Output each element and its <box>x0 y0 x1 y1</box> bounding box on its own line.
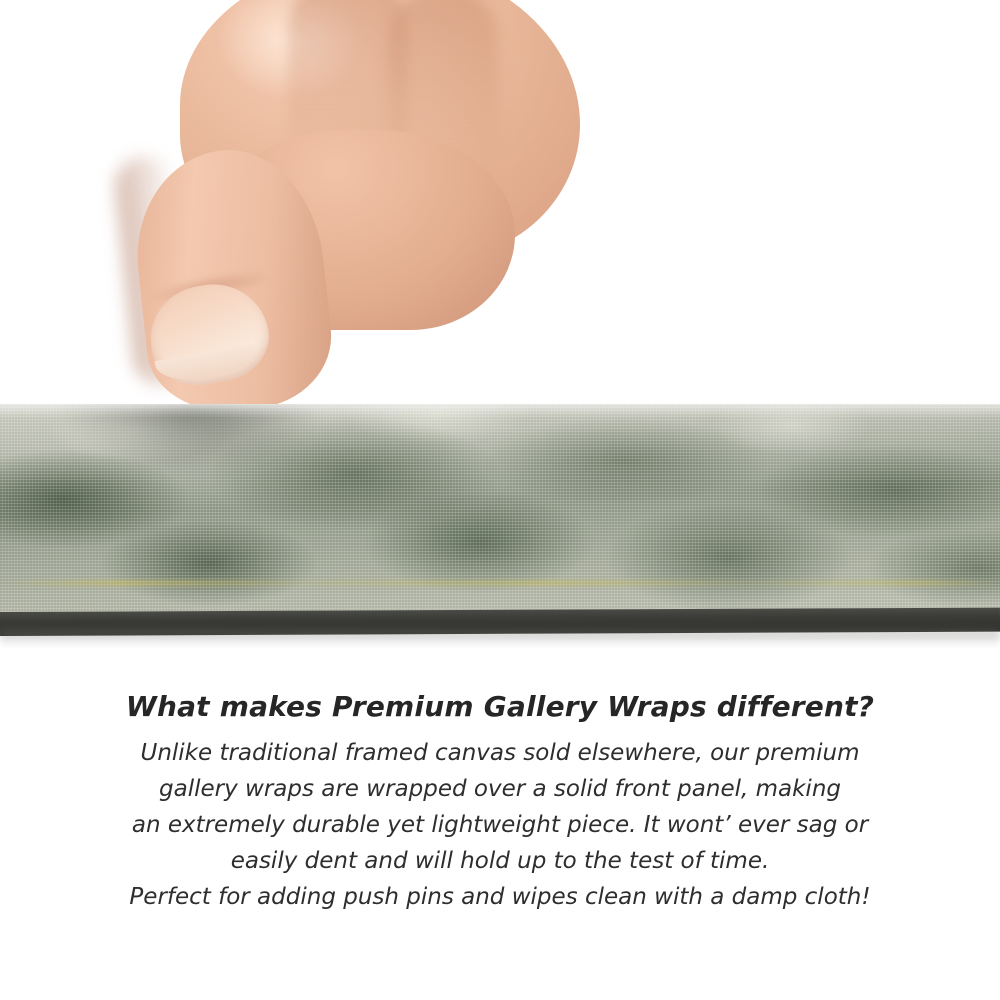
caption-line: an extremely durable yet lightweight piece. It wont’ ever sag or <box>131 812 869 838</box>
caption-block <box>0 690 1000 915</box>
caption-line: easily dent and will hold up to the test of time. <box>230 848 770 874</box>
canvas-wrap-edge <box>0 404 1000 620</box>
wrap-drop-shadow <box>0 630 1000 646</box>
caption-title: What makes Premium Gallery Wraps different? <box>125 690 875 723</box>
caption-line: Unlike traditional framed canvas sold elsewhere, our premium <box>140 740 860 766</box>
caption-line: Perfect for adding push pins and wipes clean with a damp cloth! <box>129 884 871 910</box>
hand <box>120 0 590 440</box>
caption-line: gallery wraps are wrapped over a solid front panel, making <box>159 776 841 802</box>
canvas-top-highlight <box>0 404 1000 418</box>
canvas-yellow-accent <box>0 580 1000 586</box>
